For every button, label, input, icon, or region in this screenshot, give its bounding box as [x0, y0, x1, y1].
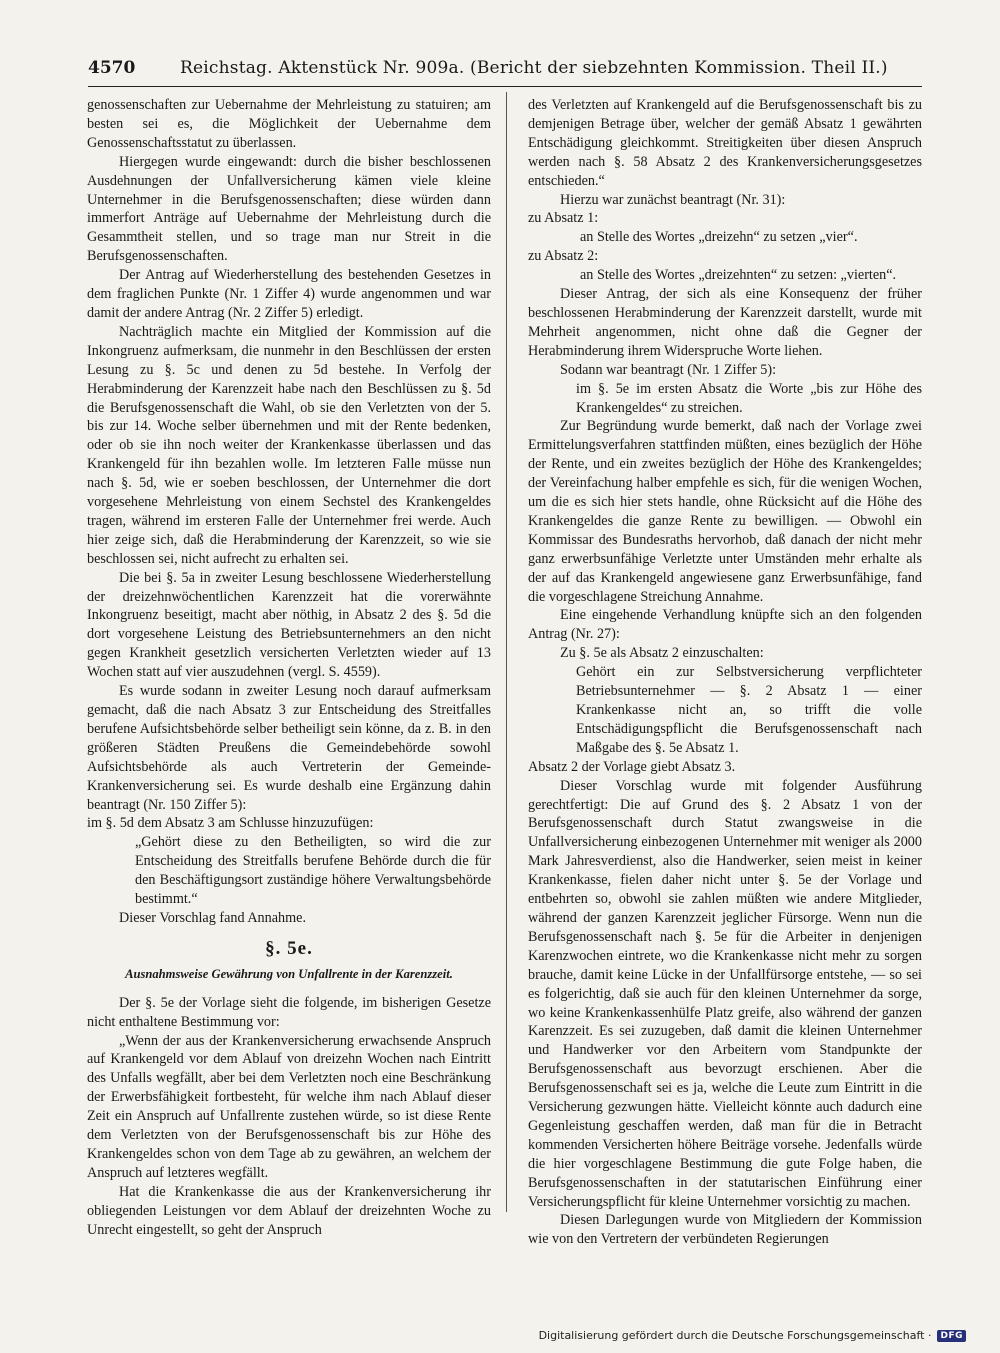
paragraph: Die bei §. 5a in zweiter Lesung beschlossene Wiederherstellung der dreizehnwöchentlichen Karenzzeit hat die vorerwähnte Inkongruenz beseitigt, macht aber nöthig, in Absatz 2 des §. 5d die dort vorgesehene Leistung des Betriebsunternehmers an den nicht gegen Krankheit gesetzlich versicherten Verletzten wieder auf 13 Wochen statt auf vier auszudehnen (vergl. S. 4559). [87, 569, 491, 681]
quoted-amendment: „Gehört diese zu den Betheiligten, so wird die zur Entscheidung des Streitfalls berufene Behörde durch die für den Beschäftigungsort zuständige höhere Verwaltungsbehörde bestimmt.“ [135, 834, 491, 908]
paragraph: Der Antrag auf Wiederherstellung des bestehenden Gesetzes in dem fraglichen Punkte (Nr. 1 Ziffer 4) wurde angenommen und war damit der andere Antrag (Nr. 2 Ziffer 5) erledigt. [87, 267, 491, 321]
paragraph: Sodann war beantragt (Nr. 1 Ziffer 5): [560, 361, 777, 378]
paragraph: Zur Begründung wurde bemerkt, daß nach der Vorlage zwei Ermittelungsverfahren stattfinden müßten, eines bezüglich der Höhe der Rente, und ein zweites bezüglich der Höhe des Krankengeldes; der Vereinfachung halber empfehle es sich, für die wenigen Wochen, um die es sich hier stets handle, ohne Rücksicht auf die Höhe des Krankengeldes die ganze Rente zu bewilligen. — Obwohl ein Kommissar des Bundesraths hervorhob, daß danach der nicht mehr ganz erwerbsunfähige Verletzte unter Umständen mehr erhalte als der auf das Krankengeld angewiesene ganz Erwerbsunfähige, fand die vorgeschlagene Streichung Annahme. [528, 418, 922, 605]
paragraph: Dieser Vorschlag wurde mit folgender Ausführung gerechtfertigt: Die auf Grund des §. 2 Absatz 1 von der Berufsgenossenschaft durch Statut zwangsweise in die Unfallversicherung einbezogenen Unternehmer mit weniger als 2000 Mark Jahresverdienst, also die Handwerker, seien meist in keiner Krankenkasse, fielen daher nicht unter §. 5e der Vorlage und entbehrten so, obwohl sie zahlen müßten wie andere Mitglieder, während der ganzen Karenzzeit jeglicher Fürsorge. Wenn nun die Berufsgenossenschaft nach §. 5e für die Arbeiter in denjenigen Karenzwochen eintrete, wo die Krankenkasse nicht mehr zu sorgen brauche, damit keine Lücke in der Unfallfürsorge entstehe, — so sei es folgerichtig, daß sie auch für den kleinen Unternehmer da sorge, wo keine Krankenkassenhülfe Platz greife, also während der ganzen Karenzzeit. Es sei zuzugeben, daß damit die kleinen Unternehmer und Handwerker vor den Arbeitern vom Standpunkte der Berufsgenossenschaft aus bevorzugt erschienen. Aber die Berufsgenossenschaft sei es ja, welche die Leute zum Eintritt in die Versicherung gezwungen hätte. Vielleicht könnte auch dadurch eine Gegenleistung geschaffen werden, daß man für die in Betracht kommenden Versicherten höhere Beiträge vorsehe. Jedenfalls würde die hier vorgeschlagene Bestimmung die gute Folge haben, die Berufsgenossenschaften in der statutarischen Einführung einer Versicherungspflicht für kleine Unternehmer vorsichtig zu machen. [528, 777, 922, 1210]
column-separator [506, 92, 507, 1212]
paragraph: Dieser Vorschlag fand Annahme. [119, 909, 307, 926]
paragraph: Eine eingehende Verhandlung knüpfte sich an den folgenden Antrag (Nr. 27): [528, 607, 922, 643]
quoted-amendment: Gehört ein zur Selbstversicherung verpflichteter Betriebsunternehmer — §. 2 Absatz 1 — einer Krankenkasse nicht an, so trifft die volle Entschädigungspflicht die Berufsgenossenschaft nach Maßgabe des §. 5e Absatz 1. [576, 664, 922, 756]
paragraph: Dieser Antrag, der sich als eine Konsequenz der früher beschlossenen Herabminderung der Karenzzeit darstellt, wurde mit Mehrheit angenommen, nicht ohne daß die Gegner der Herabminderung ihrem Widerspruche Worte liehen. [528, 286, 922, 359]
right-column [528, 96, 922, 1248]
paragraph: Der §. 5e der Vorlage sieht die folgende, im bisherigen Gesetze nicht enthaltene Bestimmung vor: [87, 994, 491, 1030]
page-number: 4570 [88, 58, 136, 78]
paragraph: genossenschaften zur Uebernahme der Mehrleistung zu statuiren; am besten sei es, die Möglichkeit der Uebernahme dem Genossenschaftsstatut zu überlassen. [87, 97, 491, 151]
motion-line: im §. 5e im ersten Absatz die Worte „bis zur Höhe des Krankengeldes“ zu streichen. [576, 380, 922, 416]
digitization-footer [539, 1329, 966, 1342]
paragraph: Hiergegen wurde eingewandt: durch die bisher beschlossenen Ausdehnungen der Unfallversicherung kämen viele kleine Unternehmer in die Berufsgenossenschaften; diese würden dann immerfort Anträge auf Uebernahme der Mehrleistung durch die Gesammtheit stellen, und so trage man nur Streit in die Berufsgenossenschaften. [87, 153, 491, 265]
motion-line: zu Absatz 2: [528, 248, 599, 265]
paragraph: des Verletzten auf Krankengeld auf die Berufsgenossenschaft bis zu demjenigen Betrage über, welcher der gemäß Absatz 1 gewährten Entschädigung gleichkommt. Streitigkeiten über diesen Anspruch werden nach §. 58 Absatz 2 des Krankenversicherungsgesetzes entschieden.“ [528, 97, 922, 189]
motion-line: zu Absatz 1: [528, 210, 599, 227]
dfg-logo-icon: DFG [937, 1330, 966, 1342]
running-head-title: Reichstag. Aktenstück Nr. 909a. (Bericht der siebzehnten Kommission. Theil II.) [180, 58, 888, 78]
paragraph: Es wurde sodann in zweiter Lesung noch darauf aufmerksam gemacht, daß die nach Absatz 3 zur Entscheidung des Streitfalles berufene Aufsichtsbehörde selber betheiligt sein könne, da z. B. in den größeren Städten Preußens die Gemeindebehörde sowohl Aufsichtsbehörde als auch Vertreterin der Gemeinde-Krankenversicherung sei. Es wurde deshalb eine Ergänzung dahin beantragt (Nr. 150 Ziffer 5): [87, 683, 491, 813]
footer-text: Digitalisierung gefördert durch die Deutsche Forschungsgemeinschaft · [538, 1329, 932, 1342]
paragraph: Hierzu war zunächst beantragt (Nr. 31): [560, 191, 786, 208]
section-subheading: Ausnahmsweise Gewährung von Unfallrente in der Karenzzeit. [125, 966, 453, 981]
left-column [87, 96, 491, 1238]
section-heading: §. 5e. [265, 937, 313, 959]
motion-line: im §. 5d dem Absatz 3 am Schlusse hinzuzufügen: [87, 815, 374, 832]
motion-line: Absatz 2 der Vorlage giebt Absatz 3. [528, 758, 736, 775]
quoted-provision: Hat die Krankenkasse die aus der Krankenversicherung ihr obliegenden Leistungen vor dem Ablauf der dreizehnten Woche zu Unrecht eingestellt, so geht der Anspruch [87, 1183, 491, 1238]
motion-line: Zu §. 5e als Absatz 2 einzuschalten: [560, 645, 764, 662]
paragraph: Diesen Darlegungen wurde von Mitgliedern der Kommission wie von den Vertretern der verbündeten Regierungen [528, 1212, 922, 1248]
motion-line: an Stelle des Wortes „dreizehnten“ zu setzen: „vierten“. [580, 267, 897, 284]
motion-line: an Stelle des Wortes „dreizehn“ zu setzen „vier“. [580, 229, 858, 246]
quoted-provision: „Wenn der aus der Krankenversicherung erwachsende Anspruch auf Krankengeld vor dem Ablauf von dreizehn Wochen nach Eintritt des Unfalls wegfällt, aber bei dem Verletzten noch eine Beschränkung der Erwerbsfähigkeit fortbesteht, für welche ihm nach Ablauf dieser Zeit ein Anspruch auf Unfallrente zustehen würde, so ist diese Rente dem Verletzten von der Berufsgenossenschaft bis zur Höhe des Krankengeldes schon von dem Tage ab zu gewähren, an welchem der Anspruch auf letzteres wegfällt. [87, 1032, 491, 1181]
running-header [88, 58, 920, 86]
paragraph: Nachträglich machte ein Mitglied der Kommission auf die Inkongruenz aufmerksam, die nunmehr in den Beschlüssen der ersten Lesung zu §. 5c und denen zu 5d bestehe. In Verfolg der Herabminderung der Karenzzeit habe nach den Beschlüssen zu §. 5d die Berufsgenossenschaft die Wahl, ob sie den Verletzten von der 5. bis zur 14. Woche selber übernehmen und mit der Rente bedenken, oder ob sie ihn noch weiter der Krankenkasse überlassen und das Krankengeld für ihn bezahlen wolle. Im letzteren Falle müsse nun nach §. 5d, wie er soeben beschlossen, der Unternehmer die dort vorgesehene Mehrleistung von einem Sechstel des Krankengeldes tragen, während im ersteren Falle der Unternehmer frei werde. Auch hier zeige sich, daß die Herabminderung der Karenzzeit, so wie sie beschlossen sei, nicht aufrecht zu erhalten sei. [87, 323, 491, 567]
header-rule [88, 86, 922, 87]
